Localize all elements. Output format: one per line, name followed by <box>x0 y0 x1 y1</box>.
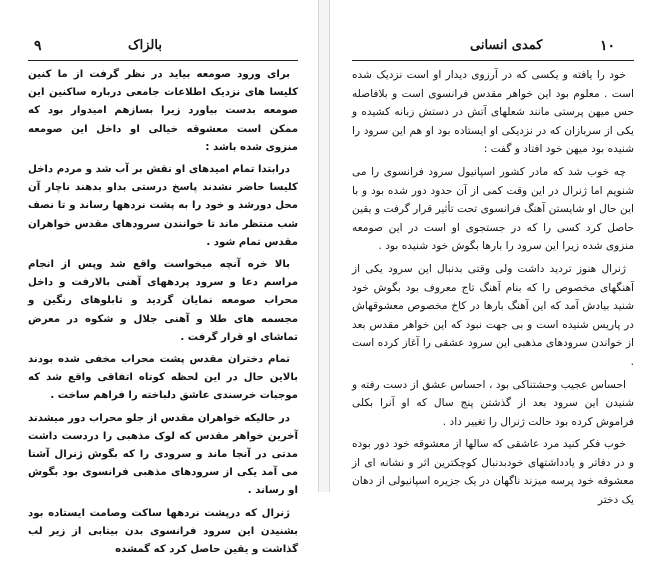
right-header-rule <box>352 60 634 61</box>
right-page <box>330 0 651 507</box>
right-page-header <box>352 38 634 60</box>
right-paragraph: چه خوب شد که مادر کشور اسپانیول سرود فرانسوی را می شنویم اما ژنرال در این وقت کمی از آن حدود دور شده بود و با این حال او شایستن آهنگ فرانسوی تحت تأثیر قرار گرفت و یقین حاصل کرد کسی را که در جستجوی او است در این صومعه منزوی شده زیرا این سرود را بارها بگوش خود شنیده بود . <box>352 165 634 253</box>
left-paragraph: در حالیکه خواهران مقدس از جلو محراب دور میشدند آخرین خواهر مقدس که لوک مذهبی را دردست داشت مدتی در آنجا ماند و سرودی را که بگوش ژنرال آشنا می آمد یکی از سرودهای مذهبی فرانسوی بود بگوش او رساند . <box>28 412 298 497</box>
left-body-text <box>28 66 298 563</box>
right-paragraph: احساس عجیب وحشتناکی بود ، احساس عشق از دست رفته و شنیدن این سرود بعد از گذشتن پنج سال که او آنرا بکلی فراموش کرده بود حالت ژنرال را تغییر داد . <box>352 378 634 428</box>
right-paragraph: خود را یافته و یکسی که در آرزوی دیدار او است نزدیک شده است . معلوم بود این خواهر مقدس فرانسوی است و بلافاصله حس میهن پرستی مانند شعلهای آتش در دستش زبانه کشیده و یکی از سربازان که در نزدیکی او ایستاده بود او هم این سرود را شنیده بود میهن خود افتاد و گفت : <box>352 69 634 156</box>
right-body-text <box>352 66 634 514</box>
right-page-number: ۱۰ <box>600 38 616 54</box>
left-paragraph: تمام دختران مقدس پشت محراب مخفی شده بودند بالاین حال در این لحظه کوتاه اتفاقی واقع شد که موجبات خرسندی عاشق دلباخته را فراهم ساخت . <box>28 354 298 402</box>
left-paragraph: درابتدا تمام امیدهای او نقش بر آب شد و مردم داخل کلیسا حاضر نشدند پاسخ درستی بداو بدهند ناچار آن محل دورشد و خود را به پشت نردهها رساند و تا نصف شب منتظر ماند تا خوانندن سرودهای مقدس خواهران مقدس تمام شود . <box>28 164 298 248</box>
left-running-title: بالزاک <box>128 38 162 53</box>
left-header-rule <box>28 60 298 61</box>
book-gutter <box>318 0 330 492</box>
left-page-header <box>28 38 298 60</box>
left-page-number: ۹ <box>34 38 42 54</box>
left-paragraph: برای ورود صومعه بیاید در نظر گرفت از ما کنین کلیسا های نزدیک اطلاعات جامعی درباره ساکنین این صومعه بدست بیاورد زیرا بسازهم امیدوار بود که ممکن است معشوقه خیالی او داخل این صومعه منزوی شده باشد : <box>28 69 298 153</box>
left-page <box>0 0 318 556</box>
left-paragraph: بالا خره آنچه میخواست واقع شد وپس از انجام مراسم دعا و سرود پردههای آهنی بالارفت و داخل محراب صومعه نمایان گردید و تابلوهای رنگین و مجسمه های طلا و آهنی جلال و شکوه در معرض تماشای او قرار گرفت . <box>28 259 298 343</box>
left-paragraph: ژنرال که درپشت نردهها ساکت وصامت ایستاده بود بشنیدن این سرود فرانسوی بدن بیتابی از زیر لب گذاشت و یقین حاصل کرد که گمشده <box>28 507 298 556</box>
right-running-title: کمدی انسانی <box>470 38 543 53</box>
right-paragraph: خوب فکر کنید مرد عاشقی که سالها از معشوقه خود دور بوده و در دفاتر و یادداشتهای خودبدنبال کوچکترین اثر و نشانه ای از معشوقه خود پرسه میزند ناگهان در یک جزیره اسپانیولی از دهان یک دختر <box>352 438 634 507</box>
right-paragraph: ژنرال هنوز تردید داشت ولی وقتی بدنبال این سرود یکی از آهنگهای مخصوص را که بنام آهنگ تاج معروف بود بگوش خود شنید بیادش آمد که این آهنگ بارها در کاخ مخصوص معشوقهاش در پاریس شنیده است و بی جهت نبود که این خواهر مقدس بعد از خواندن سرودهای مذهبی این سرود عشقی را آغاز کرده است . <box>352 262 634 368</box>
